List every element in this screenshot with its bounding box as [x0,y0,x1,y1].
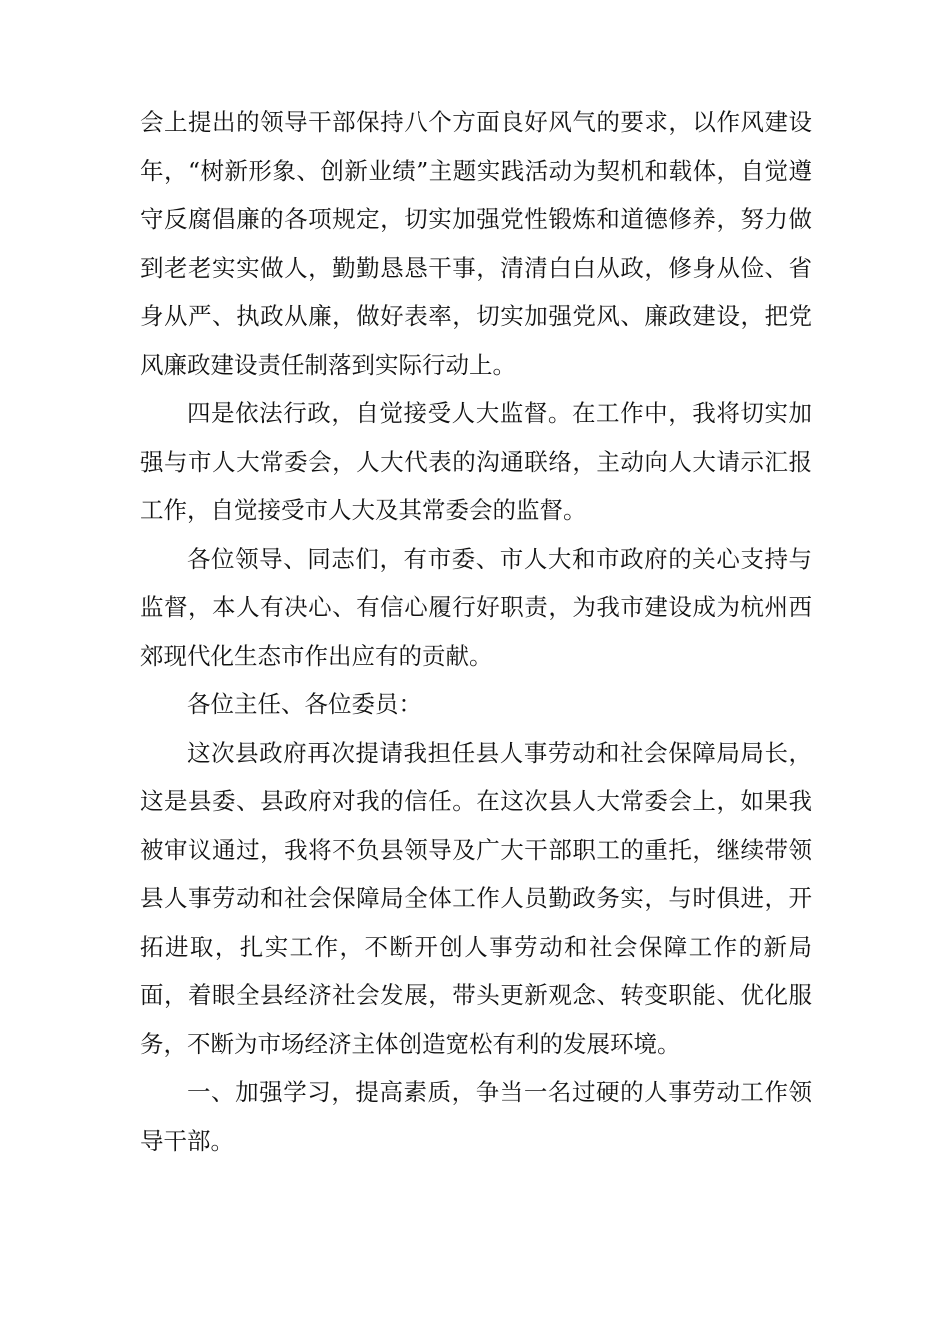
paragraph-lawful-administration: 四是依法行政，自觉接受人大监督。在工作中，我将切实加强与市人大常委会，人大代表的沟通联络，主动向人大请示汇报工作，自觉接受市人大及其常委会的监督。 [140,399,812,524]
paragraph-commitment: 各位领导、同志们，有市委、市人大和市政府的关心支持与监督，本人有决心、有信心履行好职责，为我市建设成为杭州西郊现代化生态市作出应有的贡献。 [140,544,812,670]
paragraph-point-one: 一、加强学习，提高素质，争当一名过硬的人事劳动工作领导干部。 [140,1078,812,1155]
paragraph-continuation: 会上提出的领导干部保持八个方面良好风气的要求，以作风建设年，“树新形象、创新业绩”主题实践活动为契机和载体，自觉遵守反腐倡廉的各项规定，切实加强党性锻炼和道德修养，努力做到老老实实做人，勤勤恳恳干事，清清白白从政，修身从俭、省身从严、执政从廉，做好表率，切实加强党风、廉政建设，把党风廉政建设责任制落到实际行动上。 [140,108,812,379]
document-body [140,98,812,1165]
paragraph-salutation: 各位主任、各位委员： [187,690,422,718]
paragraph-appointment: 这次县政府再次提请我担任县人事劳动和社会保障局局长，这是县委、县政府对我的信任。在这次县人大常委会上，如果我被审议通过，我将不负县领导及广大干部职工的重托，继续带领县人事劳动和社会保障局全体工作人员勤政务实，与时俱进，开拓进取，扎实工作，不断开创人事劳动和社会保障工作的新局面，着眼全县经济社会发展，带头更新观念、转变职能、优化服务，不断为市场经济主体创造宽松有利的发展环境。 [140,738,812,1058]
